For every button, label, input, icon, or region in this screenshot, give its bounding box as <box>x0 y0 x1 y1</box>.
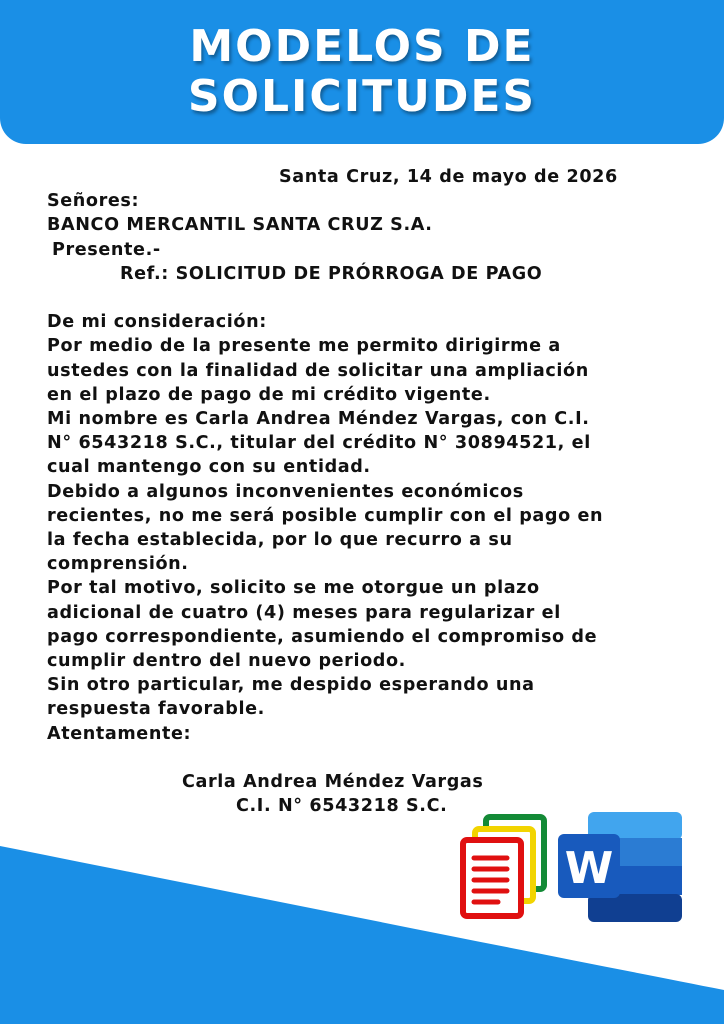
body-line: la fecha establecida, por lo que recurro a su <box>47 530 513 551</box>
stacked-documents-icon <box>456 812 552 926</box>
body-line: ustedes con la finalidad de solicitar una ampliación <box>47 360 589 381</box>
body-line: recientes, no me será posible cumplir con el pago en <box>47 505 604 526</box>
microsoft-word-icon <box>556 812 684 924</box>
body-line: adicional de cuatro (4) meses para regularizar el <box>47 602 561 623</box>
letter-closing: Atentamente: <box>47 723 192 744</box>
banner-title-line-2: SOLICITUDES <box>187 71 537 122</box>
letter-recipient: BANCO MERCANTIL SANTA CRUZ S.A. <box>47 215 433 236</box>
title-banner <box>0 0 724 144</box>
letter-date: Santa Cruz, 14 de mayo de 2026 <box>279 167 618 187</box>
body-line: Por tal motivo, solicito se me otorgue un plazo <box>47 578 540 599</box>
banner-title-line-1: MODELOS DE <box>189 21 535 72</box>
letter-reference: Ref.: SOLICITUD DE PRÓRROGA DE PAGO <box>120 263 543 284</box>
letter-salutation: Señores: <box>47 191 140 212</box>
body-line: pago correspondiente, asumiendo el compromiso de <box>47 626 598 647</box>
body-line: en el plazo de pago de mi crédito vigente. <box>47 384 491 405</box>
body-line: Por medio de la presente me permito dirigirme a <box>47 336 561 357</box>
body-line: respuesta favorable. <box>47 699 265 720</box>
letter-opening: De mi consideración: <box>47 312 267 333</box>
letter-body <box>47 165 667 818</box>
body-line: N° 6543218 S.C., titular del crédito N° 30894521, el <box>47 433 591 454</box>
body-line: Debido a algunos inconvenientes económicos <box>47 481 524 502</box>
body-line: comprensión. <box>47 554 189 575</box>
signature-name: Carla Andrea Méndez Vargas <box>182 772 484 793</box>
letter-presente: Presente.- <box>52 239 161 260</box>
body-line: cumplir dentro del nuevo periodo. <box>47 651 406 672</box>
body-line: cual mantengo con su entidad. <box>47 457 371 478</box>
body-line: Sin otro particular, me despido esperando una <box>47 675 535 696</box>
body-line: Mi nombre es Carla Andrea Méndez Vargas, con C.I. <box>47 409 590 430</box>
paragraph-gap <box>47 286 667 310</box>
word-letter: W <box>564 843 614 894</box>
paragraph-gap <box>47 746 667 770</box>
signature-ci: C.I. N° 6543218 S.C. <box>236 796 448 817</box>
